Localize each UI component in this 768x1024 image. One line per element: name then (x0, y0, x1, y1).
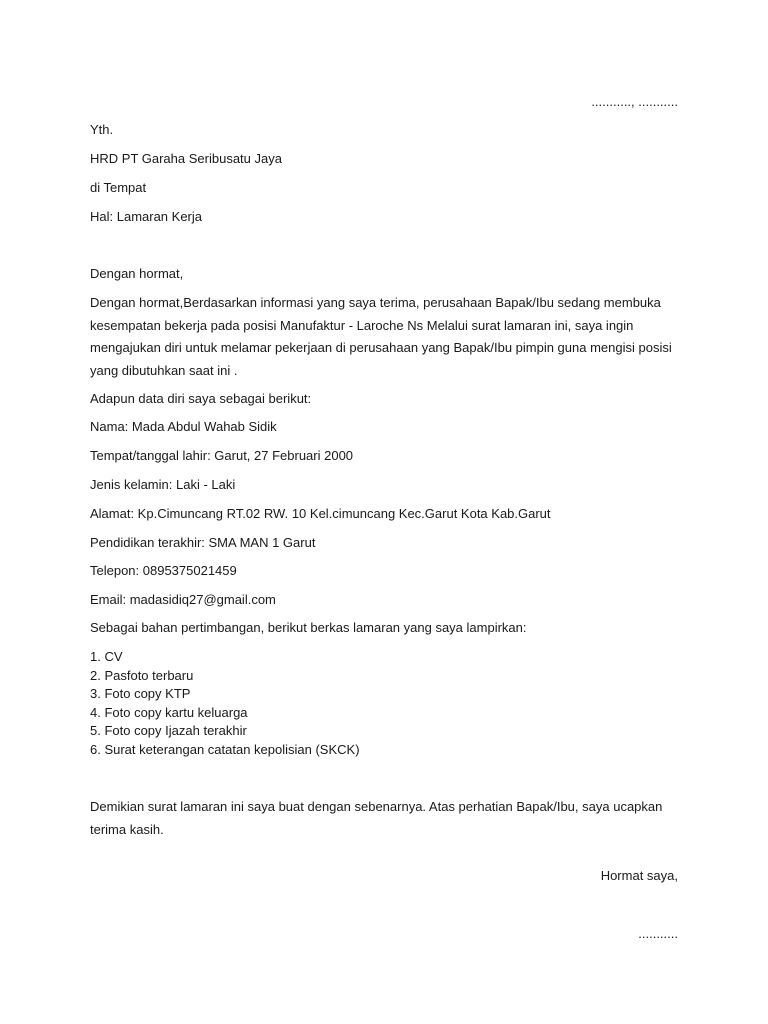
letter-subject: Hal: Lamaran Kerja (90, 209, 202, 224)
personal-email: Email: madasidiq27@gmail.com (90, 592, 276, 607)
intro-paragraph: Dengan hormat,Berdasarkan informasi yang saya terima, perusahaan Bapak/Ibu sedang membuka kesempatan bekerja pada posisi Manufaktur - Laroche Ns Melalui surat lamaran ini, saya ingin mengajukan diri untuk melamar pekerjaan di perusahaan yang Bapak/Ibu pimpin guna mengisi posisi yang dibutuhkan saat ini . (90, 295, 672, 378)
personal-name: Nama: Mada Abdul Wahab Sidik (90, 419, 277, 434)
personal-phone: Telepon: 0895375021459 (90, 563, 237, 578)
data-intro: Adapun data diri saya sebagai berikut: (90, 391, 312, 406)
list-item: 3. Foto copy KTP (90, 686, 191, 701)
attachments-list (90, 648, 360, 759)
personal-education: Pendidikan terakhir: SMA MAN 1 Garut (90, 535, 316, 550)
recipient-location: di Tempat (90, 180, 147, 195)
salutation: Yth. (90, 122, 114, 137)
list-item: 4. Foto copy kartu keluarga (90, 704, 248, 720)
closing-paragraph: Demikian surat lamaran ini saya buat dengan sebenarnya. Atas perhatian Bapak/Ibu, saya ucapkan terima kasih. (90, 799, 663, 837)
recipient-company: HRD PT Garaha Seribusatu Jaya (90, 151, 282, 166)
personal-birth: Tempat/tanggal lahir: Garut, 27 Februari 2000 (90, 448, 354, 463)
personal-address: Alamat: Kp.Cimuncang RT.02 RW. 10 Kel.cimuncang Kec.Garut Kota Kab.Garut (90, 506, 551, 521)
list-item: 5. Foto copy Ijazah terakhir (90, 723, 247, 738)
list-item: 2. Pasfoto terbaru (90, 667, 194, 683)
attachments-intro: Sebagai bahan pertimbangan, berikut berkas lamaran yang saya lampirkan: (90, 620, 527, 635)
greeting: Dengan hormat, (90, 266, 184, 281)
list-item: 1. CV (90, 649, 123, 664)
list-item: 6. Surat keterangan catatan kepolisian (SKCK) (90, 741, 360, 757)
regards: Hormat saya, (600, 868, 678, 883)
place-date: ..........., ........... (591, 94, 678, 109)
signature-placeholder: ........... (638, 926, 678, 941)
personal-gender: Jenis kelamin: Laki - Laki (90, 477, 236, 492)
